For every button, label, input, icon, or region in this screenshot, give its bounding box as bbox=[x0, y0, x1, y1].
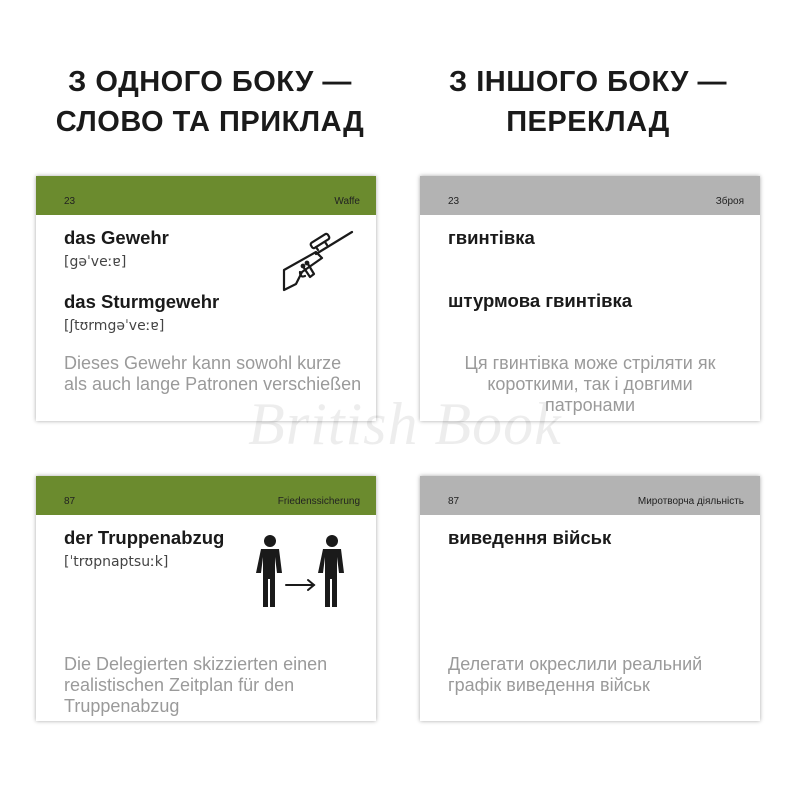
card-example: Die Delegierten skizzierten einen realistischen Zeitplan für den Truppenabzug bbox=[64, 654, 328, 716]
card-number: 23 bbox=[64, 196, 76, 207]
watermark: British Book bbox=[248, 391, 562, 457]
flashcard-ukrainian-87 bbox=[420, 476, 760, 721]
heading-back-side bbox=[418, 62, 758, 142]
card-category: Зброя bbox=[715, 196, 744, 207]
card-example: Ця гвинтівка може стріляти як короткими, так і довгими патронами bbox=[464, 353, 716, 415]
card-word: das Sturmgewehr bbox=[64, 291, 220, 312]
card-word: гвинтівка bbox=[448, 227, 535, 248]
card-header bbox=[36, 476, 376, 515]
card-category: Friedenssicherung bbox=[277, 496, 360, 507]
card-header bbox=[420, 476, 760, 515]
card-number: 87 bbox=[64, 496, 76, 507]
heading-line: З ІНШОГО БОКУ — bbox=[448, 66, 727, 98]
card-header bbox=[420, 176, 760, 215]
rifle-icon bbox=[276, 226, 356, 296]
troop-withdrawal-icon bbox=[252, 534, 352, 609]
heading-front-side bbox=[40, 62, 380, 142]
card-transcription: [ʃtʊrmgəˈveːɐ] bbox=[64, 318, 165, 334]
flashcard-german-23 bbox=[36, 176, 376, 421]
card-header bbox=[36, 176, 376, 215]
card-number: 23 bbox=[448, 196, 460, 207]
card-example: Делегати окреслили реальний графік виведення військ bbox=[448, 654, 703, 695]
flashcard-german-87 bbox=[36, 476, 376, 721]
card-word: das Gewehr bbox=[64, 227, 169, 248]
heading-line: СЛОВО ТА ПРИКЛАД bbox=[55, 106, 365, 138]
card-word: виведення військ bbox=[448, 527, 612, 548]
card-category: Миротворча діяльність bbox=[637, 496, 744, 507]
heading-line: З ОДНОГО БОКУ — bbox=[68, 66, 352, 98]
card-category: Waffe bbox=[334, 196, 360, 207]
card-word: штурмова гвинтівка bbox=[448, 290, 633, 311]
heading-line: ПЕРЕКЛАД bbox=[506, 106, 670, 138]
card-word: der Truppenabzug bbox=[64, 527, 225, 548]
card-transcription: [ˈtrʊpnaptsuːk] bbox=[64, 554, 169, 570]
card-transcription: [gəˈveːɐ] bbox=[64, 254, 127, 270]
card-example: Dieses Gewehr kann sowohl kurze als auch lange Patronen verschießen bbox=[64, 353, 362, 394]
flashcard-ukrainian-23 bbox=[420, 176, 760, 421]
card-number: 87 bbox=[448, 496, 460, 507]
